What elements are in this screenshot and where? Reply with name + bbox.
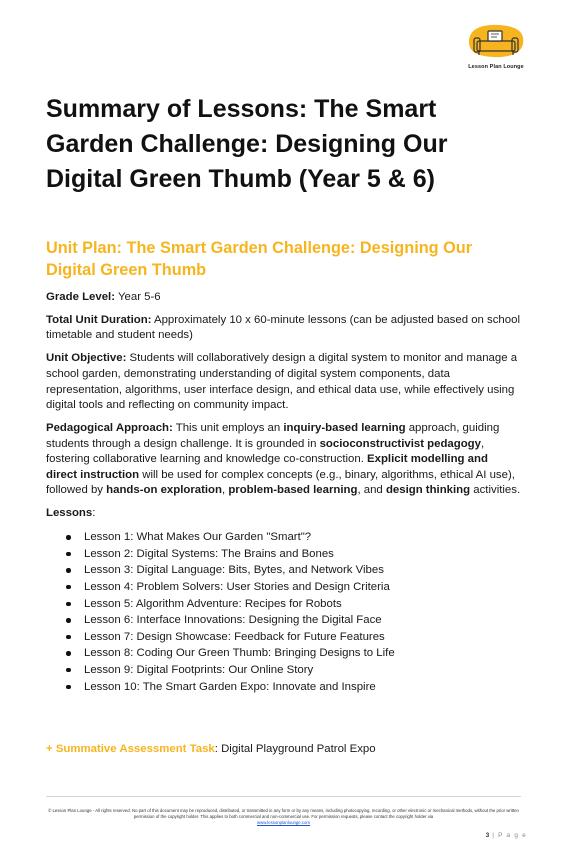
- pedagogy-term: problem-based learning: [228, 484, 358, 497]
- duration-line: [46, 313, 521, 344]
- lesson-item: Lesson 6: Interface Innovations: Designing the Digital Face: [46, 612, 521, 629]
- page-number: [486, 832, 527, 839]
- summative-assessment-line: [46, 742, 376, 757]
- lessons-label: Lessons: [46, 507, 93, 520]
- pedagogy-text: approach, guiding students through a design challenge. It is grounded in: [46, 422, 500, 450]
- pedagogy-text: , fostering collaborative learning and knowledge co-construction.: [46, 437, 485, 466]
- grade-level-label: Grade Level:: [46, 291, 116, 303]
- grade-level-value: Year 5-6: [115, 291, 161, 303]
- lessons-list: [46, 529, 521, 695]
- pedagogy-label: Pedagogical Approach:: [46, 422, 173, 435]
- brand-logo: [463, 22, 529, 74]
- lesson-item: Lesson 7: Design Showcase: Feedback for Future Features: [46, 629, 521, 646]
- sofa-with-tablet-icon: [463, 22, 529, 62]
- duration-label: Total Unit Duration:: [46, 313, 152, 326]
- pedagogy-paragraph: [46, 421, 521, 499]
- objective-paragraph: [46, 351, 521, 413]
- pedagogy-term: Explicit modelling and direct instruction: [46, 453, 488, 481]
- pedagogy-text: activities.: [470, 484, 521, 497]
- lessons-colon: :: [92, 507, 96, 520]
- unit-details: [46, 290, 521, 695]
- page-number-value: 3: [485, 832, 490, 839]
- page-word: | P a g e: [489, 832, 527, 839]
- plus-icon: +: [46, 743, 53, 755]
- pedagogy-term: hands-on exploration: [106, 484, 222, 497]
- pedagogy-term: design thinking: [385, 484, 471, 497]
- pedagogy-text: will be used for complex concepts (e.g., binary, algorithms, ethical AI use), followed by: [46, 468, 515, 497]
- lesson-item: Lesson 1: What Makes Our Garden "Smart"?: [46, 529, 521, 546]
- pedagogy-text: This unit employs an: [172, 422, 284, 435]
- lesson-item: Lesson 10: The Smart Garden Expo: Innovate and Inspire: [46, 679, 521, 696]
- grade-level-line: [46, 290, 521, 306]
- pedagogy-term: socioconstructivist pedagogy: [319, 437, 481, 450]
- summative-label: Summative Assessment Task: [55, 743, 215, 755]
- page-title: Summary of Lessons: The Smart Garden Challenge: Designing Our Digital Green Thumb (Year 5 & 6): [46, 95, 448, 193]
- pedagogy-term: inquiry-based learning: [283, 422, 406, 435]
- lesson-item: Lesson 4: Problem Solvers: User Stories and Design Criteria: [46, 579, 521, 596]
- pedagogy-text: ,: [221, 484, 229, 497]
- website-link[interactable]: www.lessonplanlounge.com: [256, 820, 311, 825]
- lessons-heading: [46, 506, 521, 522]
- copyright-text: © Lesson Plan Lounge - All rights reserved. No part of this document may be reproduced, distributed, or transmitted in any form or by any means, including photocopying, recording, or other electronic or mechanical methods, without the prior written permission of the copyright holder. This applies to both commercial and non-commercial use. For permission requests, please contact the copyright holder via: [48, 808, 519, 819]
- lesson-item: Lesson 8: Coding Our Green Thumb: Bringing Designs to Life: [46, 645, 521, 662]
- lesson-item: Lesson 3: Digital Language: Bits, Bytes, and Network Vibes: [46, 562, 521, 579]
- lesson-item: Lesson 2: Digital Systems: The Brains and Bones: [46, 546, 521, 563]
- logo-text: Lesson Plan Lounge: [468, 64, 524, 70]
- summative-value: : Digital Playground Patrol Expo: [214, 743, 376, 755]
- lesson-item: Lesson 9: Digital Footprints: Our Online Story: [46, 662, 521, 679]
- duration-value: Approximately 10 x 60-minute lessons (can be adjusted based on school timetable and student needs): [46, 313, 520, 342]
- pedagogy-text: , and: [357, 484, 386, 497]
- footer-divider: [46, 796, 521, 797]
- lesson-item: Lesson 5: Algorithm Adventure: Recipes for Robots: [46, 596, 521, 613]
- footer-copyright: [46, 808, 521, 826]
- objective-text: Students will collaboratively design a digital system to monitor and manage a school garden, demonstrating understanding of digital system components, data representation, algorithms, user interface design, and ethical data use, while effectively using digital tools and reflecting on community impact.: [46, 352, 518, 412]
- objective-label: Unit Objective:: [46, 352, 127, 365]
- unit-plan-heading: Unit Plan: The Smart Garden Challenge: Designing Our Digital Green Thumb: [46, 239, 473, 279]
